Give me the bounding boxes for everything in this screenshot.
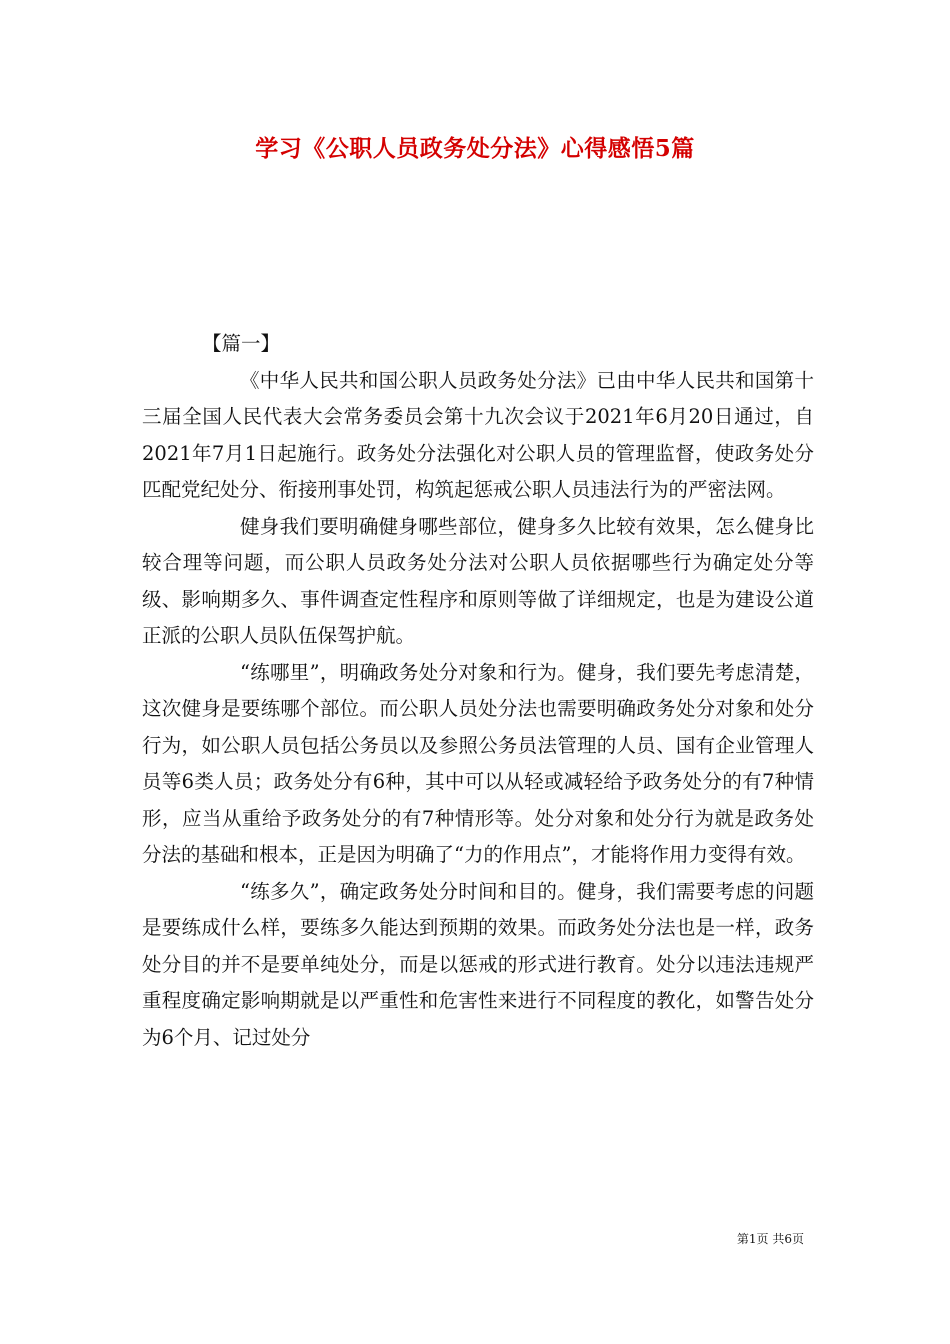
paragraph-2: 健身我们要明确健身哪些部位，健身多久比较有效果，怎么健身比较合理等问题，而公职人员政务处分法对公职人员依据哪些行为确定处分等级、影响期多久、事件调查定性程序和原则等做了详细规定，也是为建设公道正派的公职人员队伍保驾护航。 [142, 514, 814, 647]
page-number: 第1页 共6页 [736, 1232, 804, 1246]
document-body [142, 326, 814, 1056]
document-title: 学习《公职人员政务处分法》心得感悟5篇 [255, 135, 695, 162]
section-heading: 【篇一】 [202, 332, 281, 355]
paragraph-3: “练哪里”，明确政务处分对象和行为。健身，我们要先考虑清楚，这次健身是要练哪个部位。而公职人员处分法也需要明确政务处分对象和处分行为，如公职人员包括公务员以及参照公务员法管理的人员、国有企业管理人员等6类人员；政务处分有6种，其中可以从轻或减轻给予政务处分的有7种情形，应当从重给予政务处分的有7种情形等。处分对象和处分行为就是政务处分法的基础和根本，正是因为明确了“力的作用点”，才能将作用力变得有效。 [142, 660, 814, 866]
paragraph-1: 《中华人民共和国公职人员政务处分法》已由中华人民共和国第十三届全国人民代表大会常务委员会第十九次会议于2021年6月20日通过，自2021年7月1日起施行。政务处分法强化对公职人员的管理监督，使政务处分匹配党纪处分、衔接刑事处罚，构筑起惩戒公职人员违法行为的严密法网。 [142, 368, 814, 501]
paragraph-4: “练多久”，确定政务处分时间和目的。健身，我们需要考虑的问题是要练成什么样，要练多久能达到预期的效果。而政务处分法也是一样，政务处分目的并不是要单纯处分，而是以惩戒的形式进行教育。处分以违法违规严重程度确定影响期就是以严重性和危害性来进行不同程度的教化，如警告处分为6个月、记过处分 [142, 879, 814, 1049]
